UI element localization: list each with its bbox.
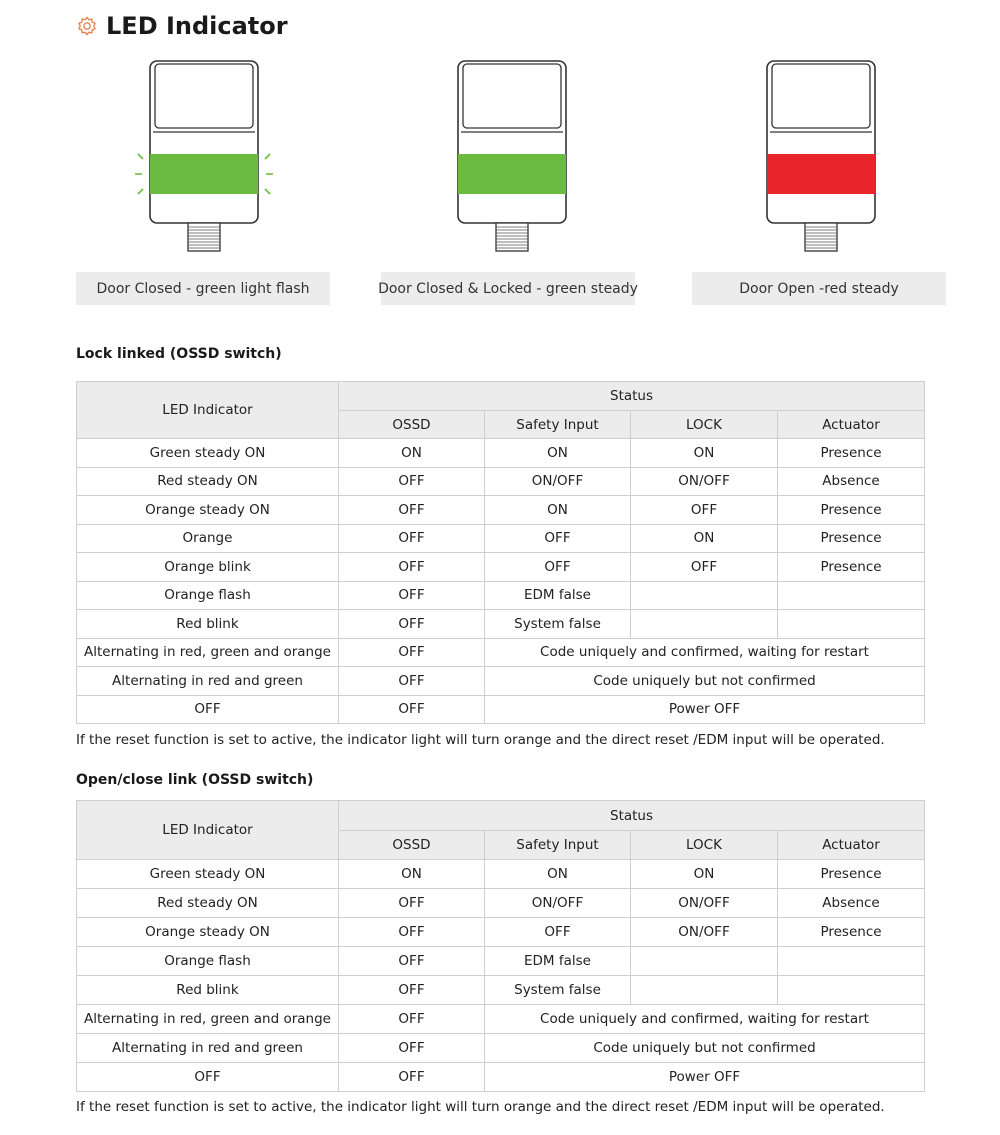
cell-led: Orange blink xyxy=(77,553,339,582)
cell-status: Code uniquely and confirmed, waiting for restart xyxy=(485,638,925,667)
open-close-table xyxy=(76,800,925,1092)
caption-door-closed-locked: Door Closed & Locked - green steady xyxy=(381,272,635,305)
cell-lock: ON xyxy=(631,439,778,468)
section-title-open-close: Open/close link (OSSD switch) xyxy=(76,772,314,788)
table-row xyxy=(77,610,925,639)
table-row xyxy=(77,524,925,553)
cell-led: Alternating in red and green xyxy=(77,667,339,696)
cell-safety: ON/OFF xyxy=(485,467,631,496)
cell-lock: OFF xyxy=(631,496,778,525)
cell-ossd: OFF xyxy=(339,667,485,696)
header-actuator: Actuator xyxy=(778,411,925,439)
cell-led: Orange flash xyxy=(77,581,339,610)
cell-led: Red blink xyxy=(77,976,339,1005)
cell-led: OFF xyxy=(77,1063,339,1092)
cell-safety: System false xyxy=(485,610,631,639)
cell-actuator xyxy=(778,610,925,639)
header-ossd: OSSD xyxy=(339,411,485,439)
cell-ossd: OFF xyxy=(339,496,485,525)
cell-led: Green steady ON xyxy=(77,860,339,889)
table-row xyxy=(77,496,925,525)
cell-lock: ON xyxy=(631,860,778,889)
cell-ossd: OFF xyxy=(339,976,485,1005)
cell-safety: EDM false xyxy=(485,947,631,976)
cell-ossd: OFF xyxy=(339,695,485,724)
cell-safety: ON xyxy=(485,439,631,468)
cell-safety: ON xyxy=(485,496,631,525)
page-header xyxy=(76,8,288,44)
cell-led: Red blink xyxy=(77,610,339,639)
cell-actuator: Presence xyxy=(778,553,925,582)
cell-ossd: OFF xyxy=(339,467,485,496)
cell-actuator: Presence xyxy=(778,439,925,468)
table-row xyxy=(77,947,925,976)
table-row xyxy=(77,667,925,696)
cell-actuator: Absence xyxy=(778,467,925,496)
header-status: Status xyxy=(339,801,925,831)
header-safety-input: Safety Input xyxy=(485,831,631,860)
table-row xyxy=(77,976,925,1005)
lock-linked-table xyxy=(76,381,925,724)
cell-led: Red steady ON xyxy=(77,467,339,496)
section-title-lock-linked: Lock linked (OSSD switch) xyxy=(76,346,282,362)
cell-led: Alternating in red, green and orange xyxy=(77,638,339,667)
table-row xyxy=(77,638,925,667)
cell-ossd: OFF xyxy=(339,947,485,976)
device-illustration xyxy=(443,58,583,258)
cell-status: Power OFF xyxy=(485,695,925,724)
cell-ossd: ON xyxy=(339,439,485,468)
page-title: LED Indicator xyxy=(106,12,288,40)
cell-ossd: OFF xyxy=(339,553,485,582)
cell-led: Orange flash xyxy=(77,947,339,976)
table-row xyxy=(77,860,925,889)
cell-safety: OFF xyxy=(485,918,631,947)
cell-ossd: OFF xyxy=(339,1005,485,1034)
cell-actuator: Presence xyxy=(778,496,925,525)
cell-led: Red steady ON xyxy=(77,889,339,918)
header-led-indicator: LED Indicator xyxy=(77,801,339,860)
table-row xyxy=(77,1005,925,1034)
cell-safety: System false xyxy=(485,976,631,1005)
cell-ossd: OFF xyxy=(339,638,485,667)
led-band xyxy=(150,154,258,194)
open-close-note: If the reset function is set to active, the indicator light will turn orange and the direct reset /EDM input will be operated. xyxy=(76,1099,885,1115)
led-band xyxy=(458,154,566,194)
cell-lock: ON/OFF xyxy=(631,889,778,918)
cell-led: Orange xyxy=(77,524,339,553)
caption-door-closed-flash: Door Closed - green light flash xyxy=(76,272,330,305)
header-led-indicator: LED Indicator xyxy=(77,382,339,439)
led-band xyxy=(767,154,875,194)
cell-safety: OFF xyxy=(485,553,631,582)
cell-safety: EDM false xyxy=(485,581,631,610)
header-lock: LOCK xyxy=(631,411,778,439)
cell-status: Power OFF xyxy=(485,1063,925,1092)
cell-actuator xyxy=(778,581,925,610)
cell-actuator: Presence xyxy=(778,860,925,889)
device-illustration xyxy=(752,58,892,258)
cell-safety: OFF xyxy=(485,524,631,553)
table-row xyxy=(77,695,925,724)
cell-ossd: OFF xyxy=(339,918,485,947)
cell-led: Orange steady ON xyxy=(77,496,339,525)
header-status: Status xyxy=(339,382,925,411)
cell-lock: ON/OFF xyxy=(631,467,778,496)
cell-lock xyxy=(631,581,778,610)
cell-status: Code uniquely but not confirmed xyxy=(485,667,925,696)
cell-lock xyxy=(631,610,778,639)
device-illustration xyxy=(135,58,275,258)
table-row xyxy=(77,918,925,947)
table-row xyxy=(77,1034,925,1063)
device-door-closed-locked xyxy=(443,58,583,258)
caption-door-open: Door Open -red steady xyxy=(692,272,946,305)
cell-actuator: Presence xyxy=(778,918,925,947)
table-row xyxy=(77,1063,925,1092)
cell-lock: OFF xyxy=(631,553,778,582)
cell-led: Alternating in red and green xyxy=(77,1034,339,1063)
header-safety-input: Safety Input xyxy=(485,411,631,439)
header-actuator: Actuator xyxy=(778,831,925,860)
cell-lock: ON/OFF xyxy=(631,918,778,947)
cell-ossd: ON xyxy=(339,860,485,889)
table-row xyxy=(77,439,925,468)
cell-status: Code uniquely but not confirmed xyxy=(485,1034,925,1063)
cell-ossd: OFF xyxy=(339,581,485,610)
table-row xyxy=(77,889,925,918)
cell-actuator xyxy=(778,976,925,1005)
cell-status: Code uniquely and confirmed, waiting for restart xyxy=(485,1005,925,1034)
cell-led: OFF xyxy=(77,695,339,724)
device-door-open xyxy=(752,58,892,258)
gear-outline-icon xyxy=(76,15,98,37)
cell-actuator xyxy=(778,947,925,976)
cell-ossd: OFF xyxy=(339,610,485,639)
lock-linked-note: If the reset function is set to active, the indicator light will turn orange and the direct reset /EDM input will be operated. xyxy=(76,732,885,748)
cell-lock xyxy=(631,947,778,976)
cell-ossd: OFF xyxy=(339,1034,485,1063)
cell-safety: ON xyxy=(485,860,631,889)
device-door-closed-flash xyxy=(135,58,275,258)
cell-ossd: OFF xyxy=(339,524,485,553)
cell-safety: ON/OFF xyxy=(485,889,631,918)
header-ossd: OSSD xyxy=(339,831,485,860)
cell-lock: ON xyxy=(631,524,778,553)
table-row xyxy=(77,581,925,610)
table-row xyxy=(77,553,925,582)
cell-led: Alternating in red, green and orange xyxy=(77,1005,339,1034)
header-lock: LOCK xyxy=(631,831,778,860)
cell-led: Orange steady ON xyxy=(77,918,339,947)
cell-ossd: OFF xyxy=(339,889,485,918)
table-row xyxy=(77,467,925,496)
cell-led: Green steady ON xyxy=(77,439,339,468)
cell-lock xyxy=(631,976,778,1005)
cell-actuator: Absence xyxy=(778,889,925,918)
cell-actuator: Presence xyxy=(778,524,925,553)
cell-ossd: OFF xyxy=(339,1063,485,1092)
